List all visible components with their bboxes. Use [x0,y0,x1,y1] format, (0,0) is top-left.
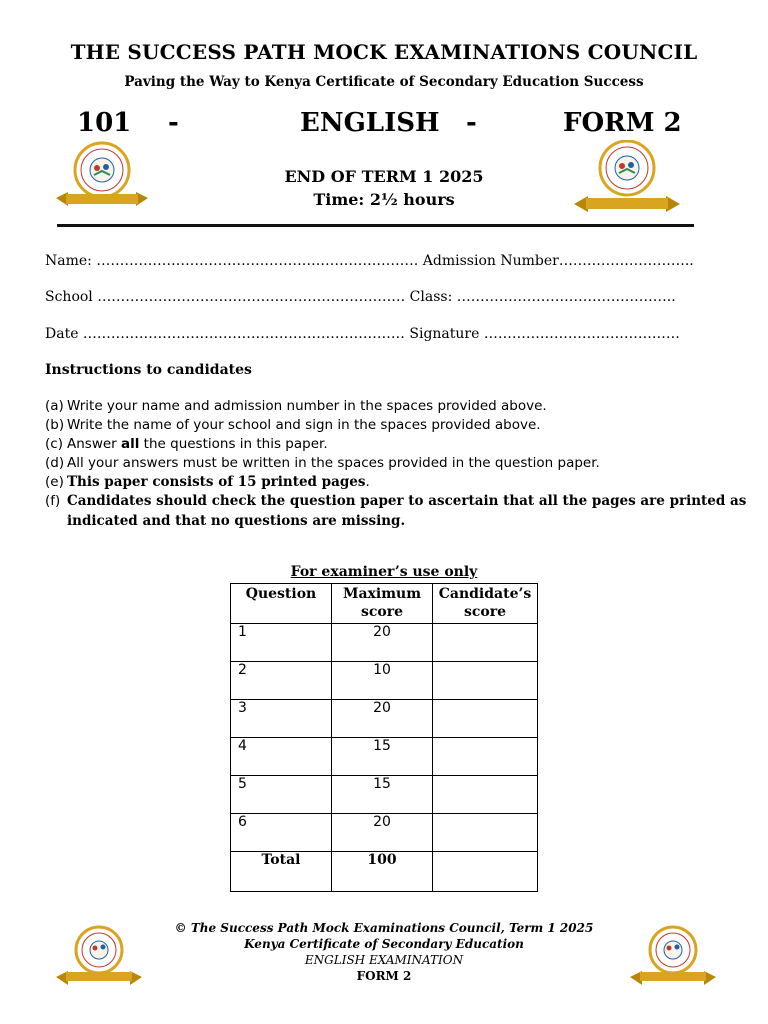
subject-title: ENGLISH [300,108,440,138]
instruction-text: Write your name and admission number in the spaces provided above. [67,398,547,414]
maximum-score: 10 [332,662,433,700]
examiner-table-caption: For examiner’s use only [290,564,478,580]
instruction-e [45,474,370,490]
question-number: 3 [231,700,332,738]
footer-copyright: © The Success Path Mock Examinations Council, Term 1 2025 [174,921,594,935]
candidate-score-cell[interactable] [433,624,538,662]
table-row [231,738,538,776]
total-label: Total [231,852,332,892]
council-logo-icon [572,140,682,216]
instruction-text: This paper consists of 15 printed pages [67,474,366,490]
question-number: 5 [231,776,332,814]
council-logo-icon [54,140,150,216]
instruction-text: All your answers must be written in the spaces provided in the question paper. [67,455,600,471]
candidate-score-cell[interactable] [433,738,538,776]
candidate-score-cell[interactable] [433,700,538,738]
instruction-label: (b) [45,417,65,433]
instruction-text: . [365,474,370,490]
table-row [231,624,538,662]
column-header-candidate: Candidate’s score [433,584,538,624]
instruction-b [45,417,541,433]
maximum-score: 20 [332,700,433,738]
footer-kcse: Kenya Certificate of Secondary Education [244,937,524,951]
footer-form: FORM 2 [356,969,412,983]
council-logo-icon [54,925,144,989]
table-total-row [231,852,538,892]
instruction-label: (c) [45,436,63,452]
candidate-score-cell[interactable] [433,776,538,814]
instruction-label: (d) [45,455,65,471]
instruction-text: Write the name of your school and sign in the spaces provided above. [67,417,541,433]
table-header-row [231,584,538,624]
column-header-question: Question [231,584,332,624]
table-row [231,814,538,852]
instruction-label: (f) [45,493,61,509]
instruction-f-continued [67,513,405,529]
examiner-score-table [230,583,538,892]
instructions-heading: Instructions to candidates [45,362,252,378]
separator-dash: - [168,108,179,138]
maximum-score: 20 [332,624,433,662]
instruction-text: indicated and that no questions are missing. [67,513,406,529]
exam-time: Time: 2½ hours [313,190,455,209]
maximum-score: 15 [332,738,433,776]
council-title: THE SUCCESS PATH MOCK EXAMINATIONS COUNCIL [70,40,698,64]
question-number: 2 [231,662,332,700]
school-field[interactable]: School ………………………………………………………… Class: ……………………………………….. [45,289,676,305]
candidate-score-cell[interactable] [433,814,538,852]
column-header-maximum: Maximum score [332,584,433,624]
council-logo-icon [628,925,718,989]
question-number: 1 [231,624,332,662]
maximum-score: 15 [332,776,433,814]
instruction-c [45,436,328,452]
council-tagline: Paving the Way to Kenya Certificate of Secondary Education Success [124,74,644,90]
instruction-label: (e) [45,474,64,490]
separator-dash: - [466,108,477,138]
form-level: FORM 2 [563,108,682,138]
table-row [231,700,538,738]
instruction-a [45,398,547,414]
instruction-text: the questions in this paper. [139,436,328,452]
instruction-label: (a) [45,398,64,414]
date-field[interactable]: Date …………………………………………………………… Signature …………………………………… [45,326,680,342]
paper-code: 101 [77,108,132,138]
question-number: 6 [231,814,332,852]
instruction-text: Answer [67,436,122,452]
candidate-total-cell[interactable] [433,852,538,892]
question-number: 4 [231,738,332,776]
instruction-d [45,455,600,471]
instruction-text: Candidates should check the question paper to ascertain that all the pages are printed as [67,493,747,509]
instruction-emphasis: all [121,436,140,452]
exam-term: END OF TERM 1 2025 [284,167,484,186]
table-row [231,662,538,700]
candidate-score-cell[interactable] [433,662,538,700]
total-value: 100 [332,852,433,892]
header-rule [57,224,694,227]
instruction-f [45,493,746,509]
footer-subject: ENGLISH EXAMINATION [304,953,464,967]
maximum-score: 20 [332,814,433,852]
table-row [231,776,538,814]
name-field[interactable]: Name: …………………………………………………………… Admission Number……………………….. [45,253,694,269]
